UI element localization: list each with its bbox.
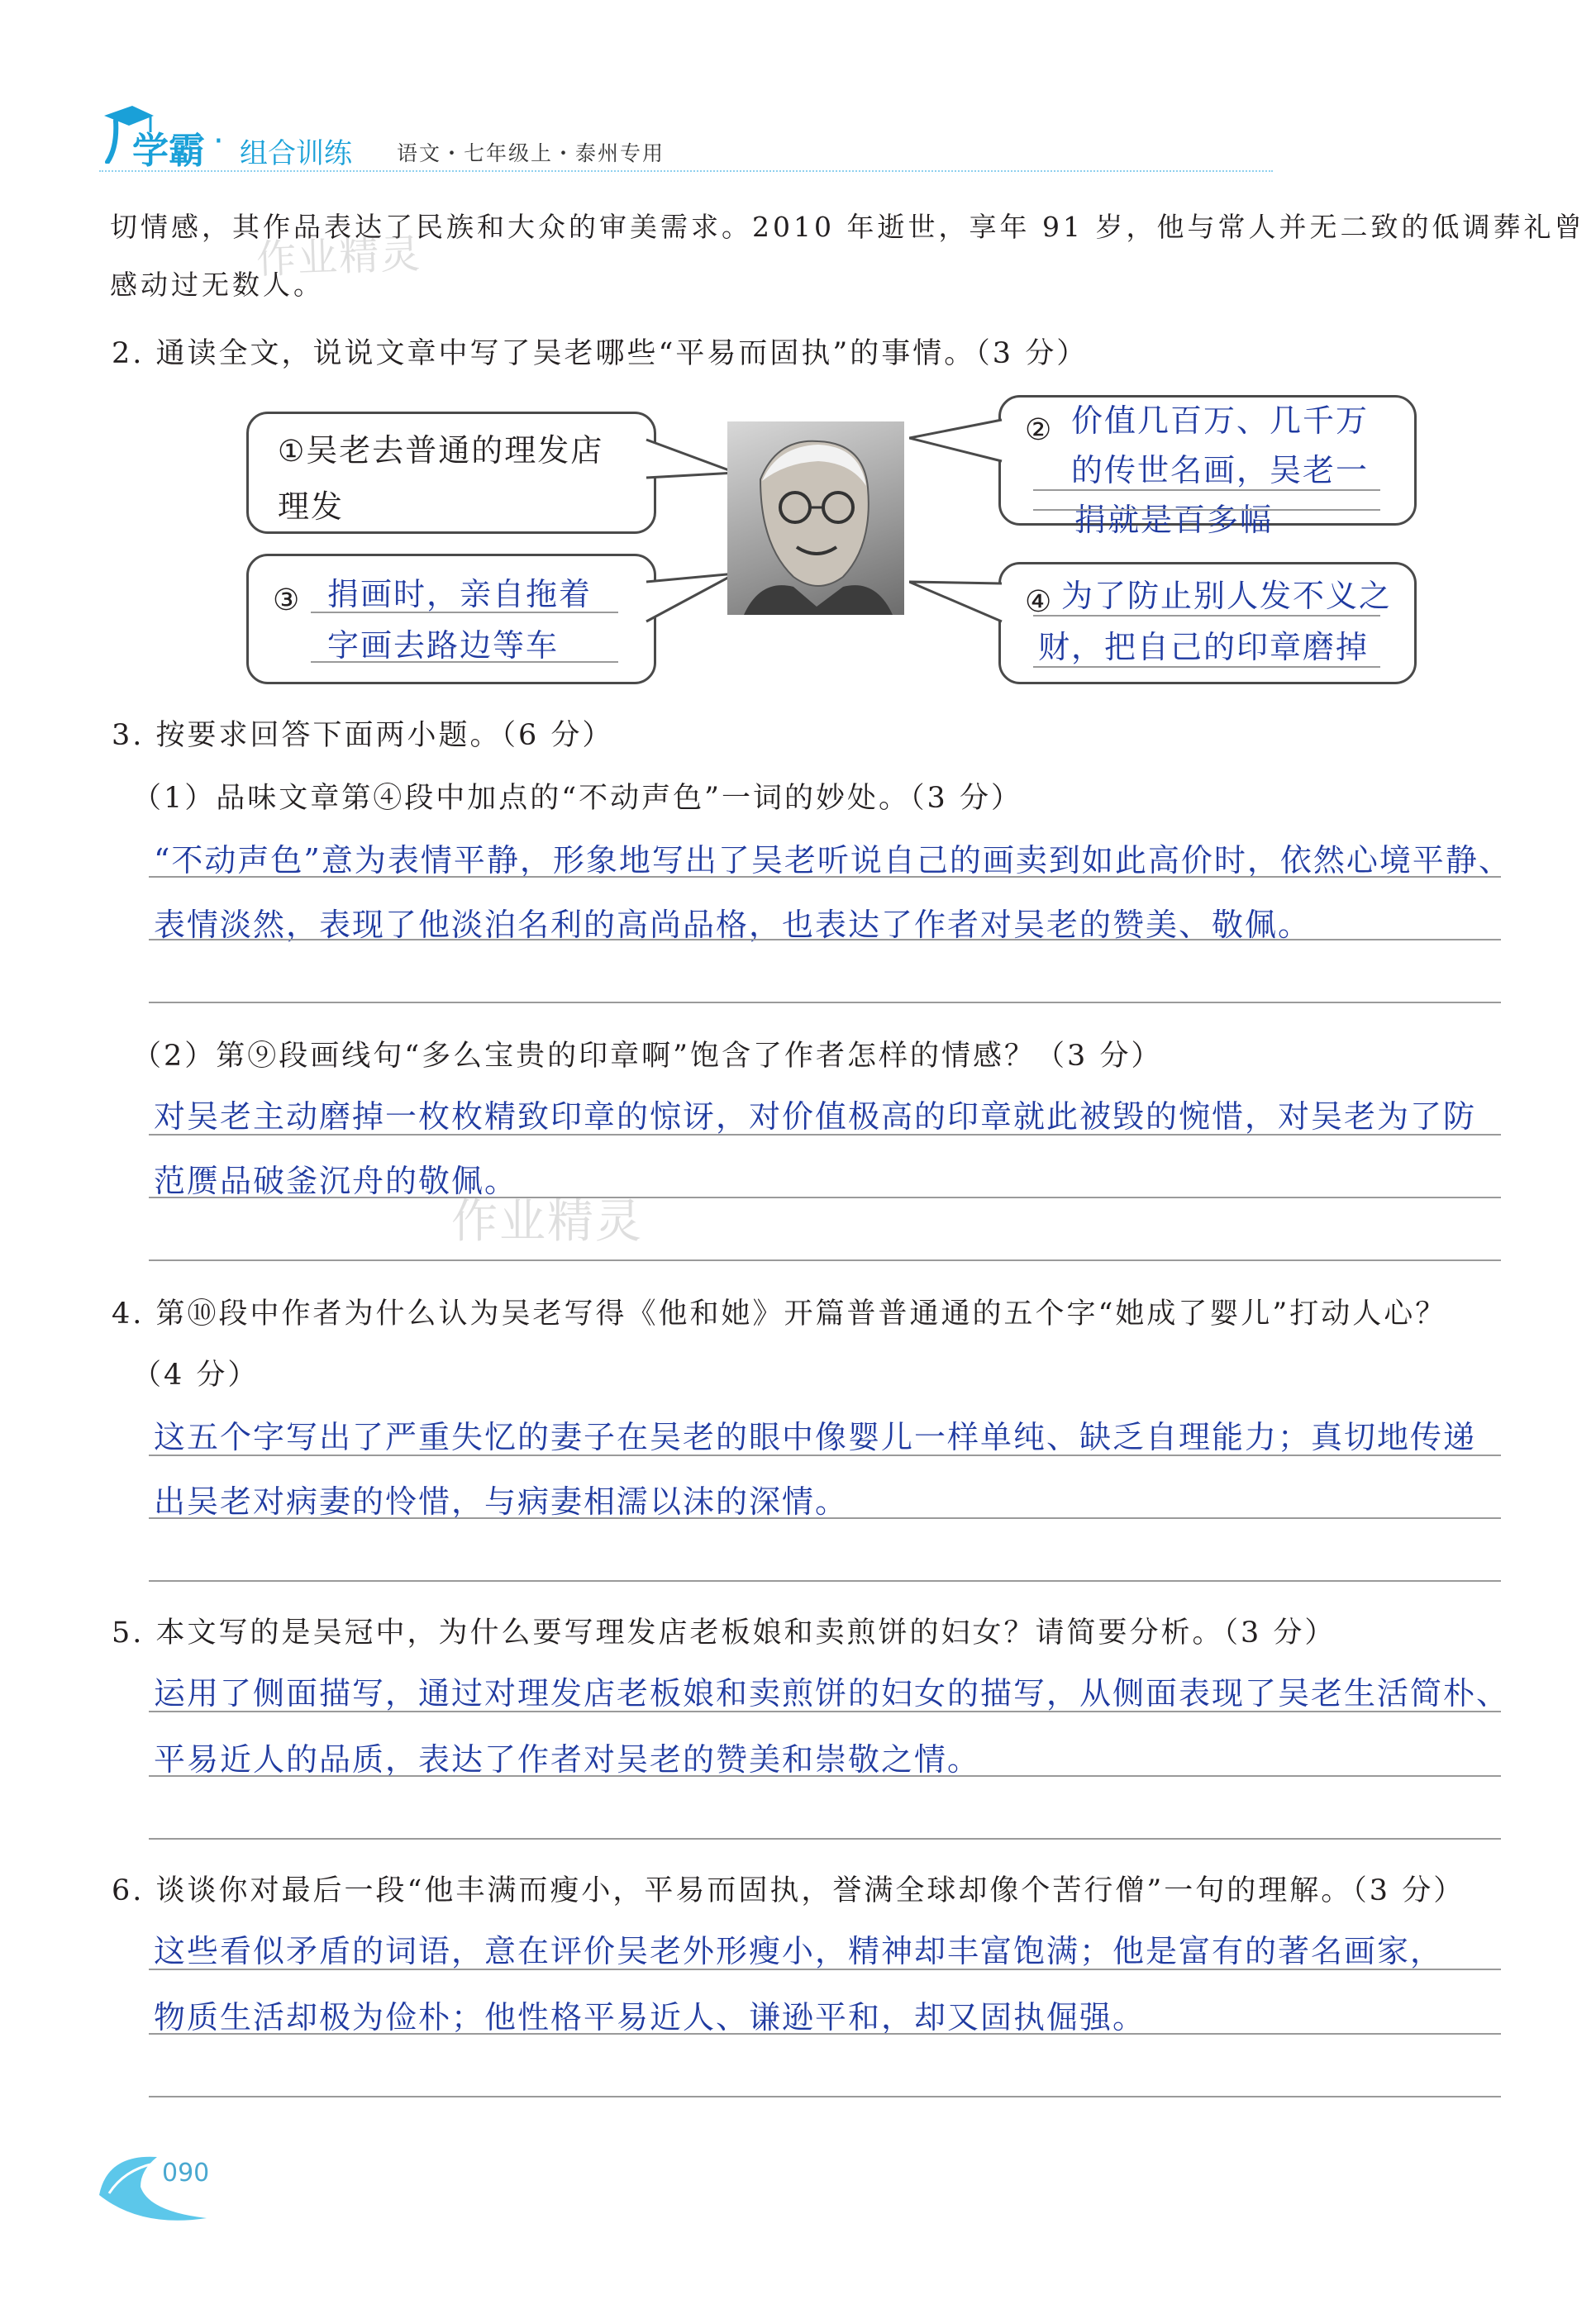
question-6: 6. 谈谈你对最后一段“他丰满而瘦小，平易而固执，誉满全球却像个苦行僧”一句的理解。（3 分） <box>112 1874 1465 1907</box>
bubble-2-line-3: 捐就是百多幅 <box>1074 502 1274 538</box>
answer-3-2-rule-2 <box>149 1197 1501 1198</box>
answer-6-rule-3 <box>149 2096 1501 2097</box>
bubble-1-line-2: 理发 <box>278 488 345 525</box>
series-title: 组合训练 <box>240 137 352 170</box>
intro-line-2: 感动过无数人。 <box>110 269 324 301</box>
answer-5-rule-1 <box>149 1711 1501 1712</box>
answer-6-line-1: 这些看似矛盾的词语，意在评价吴老外形瘦小，精神却丰富饱满；他是富有的著名画家， <box>154 1933 1444 1969</box>
question-5: 5. 本文写的是吴冠中，为什么要写理发店老板娘和卖煎饼的妇女？请简要分析。（3 分） <box>112 1616 1336 1650</box>
answer-3-2-line-2: 范赝品破釜沉舟的敬佩。 <box>154 1163 518 1199</box>
question-2: 2. 通读全文，说说文章中写了吴老哪些“平易而固执”的事情。（3 分） <box>112 337 1089 370</box>
intro-line-1: 切情感，其作品表达了民族和大众的审美需求。2010 年逝世，享年 91 岁，他与常人并无二致的低调葬礼曾 <box>110 211 1585 243</box>
answer-3-2-line-1: 对吴老主动磨掉一枚枚精致印章的惊讶，对价值极高的印章就此被毁的惋惜，对吴老为了防 <box>154 1098 1477 1135</box>
bubble-2-rule-2 <box>1033 509 1380 511</box>
brand-title: 学霸 <box>132 130 205 172</box>
bubble-2-tail <box>909 413 1005 479</box>
brand-dot: · <box>213 122 224 160</box>
answer-3-1-line-2: 表情淡然，表现了他淡泊名利的高尚品格，也表达了作者对吴老的赞美、敬佩。 <box>154 907 1312 943</box>
answer-6-rule-1 <box>149 1969 1501 1970</box>
bubble-4-rule-2 <box>1033 666 1380 668</box>
portrait-figure <box>727 421 904 615</box>
bubble-2-number: ② <box>1025 413 1052 447</box>
bubble-4-number: ④ <box>1025 585 1052 619</box>
portrait-photo <box>727 421 904 615</box>
bubble-4-line-1: 为了防止别人发不义之 <box>1061 578 1393 614</box>
answer-6-rule-2 <box>149 2033 1501 2035</box>
bubble-2-line-1: 价值几百万、几千万 <box>1071 402 1370 439</box>
answer-6-line-2: 物质生活却极为俭朴；他性格平易近人、谦逊平和，却又固执倔强。 <box>154 1999 1146 2035</box>
header-rule <box>99 170 1273 172</box>
bubble-3-line-2: 字画去路边等车 <box>327 627 560 664</box>
question-4: 4. 第⑩段中作者为什么认为吴老写得《他和她》开篇普普通通的五个字“她成了婴儿”打动人心？ <box>112 1297 1447 1331</box>
watermark-top: 作业精灵 <box>255 231 423 283</box>
bubble-3-number: ③ <box>273 583 300 617</box>
answer-3-2-rule-1 <box>149 1134 1501 1136</box>
answer-4-line-2: 出吴老对病妻的怜惜，与病妻相濡以沫的深情。 <box>154 1483 849 1520</box>
answer-5-rule-2 <box>149 1775 1501 1777</box>
answer-3-2-rule-3 <box>149 1259 1501 1261</box>
answer-3-1-line-1: “不动声色”意为表情平静，形象地写出了吴老听说自己的画卖到如此高价时，依然心境平静、 <box>154 842 1512 878</box>
bubble-2-rule-1 <box>1033 489 1380 491</box>
answer-4-rule-2 <box>149 1517 1501 1519</box>
bubble-2-line-2: 的传世名画，吴老一 <box>1071 452 1370 488</box>
header-subtitle: 语文・七年级上・泰州专用 <box>397 141 665 165</box>
answer-5-rule-3 <box>149 1838 1501 1840</box>
answer-3-1-rule-2 <box>149 939 1501 940</box>
bubble-3-rule-2 <box>311 661 618 663</box>
answer-5-line-1: 运用了侧面描写，通过对理发店老板娘和卖煎饼的妇女的描写，从侧面表现了吴老生活简朴、 <box>154 1675 1510 1712</box>
answer-4-rule-1 <box>149 1455 1501 1456</box>
answer-3-1-rule-3 <box>149 1002 1501 1003</box>
watermark-middle: 作业精灵 <box>451 1195 643 1249</box>
bubble-3-line-1: 捐画时，亲自拖着 <box>327 576 593 612</box>
bubble-1-line-1: ①吴老去普通的理发店 <box>278 432 604 469</box>
bubble-4-rule-1 <box>1033 615 1380 617</box>
question-3-sub-2: （2）第⑨段画线句“多么宝贵的印章啊”饱含了作者怎样的情感？（3 分） <box>132 1040 1163 1073</box>
question-4-score: （4 分） <box>132 1359 260 1392</box>
bubble-4-line-2: 财，把自己的印章磨掉 <box>1038 629 1370 665</box>
bubble-4-tail <box>909 572 1005 638</box>
question-3-sub-1: （1）品味文章第④段中加点的“不动声色”一词的妙处。（3 分） <box>132 782 1022 815</box>
answer-3-1-rule-1 <box>149 876 1501 878</box>
answer-4-line-1: 这五个字写出了严重失忆的妻子在吴老的眼中像婴儿一样单纯、缺乏自理能力；真切地传递 <box>154 1419 1477 1455</box>
page-number: 090 <box>162 2159 210 2188</box>
answer-5-line-2: 平易近人的品质，表达了作者对吴老的赞美和崇敬之情。 <box>154 1741 981 1778</box>
bubble-3-rule-1 <box>311 612 618 613</box>
answer-4-rule-3 <box>149 1580 1501 1582</box>
question-3: 3. 按要求回答下面两小题。（6 分） <box>112 719 614 752</box>
header <box>99 98 1273 172</box>
